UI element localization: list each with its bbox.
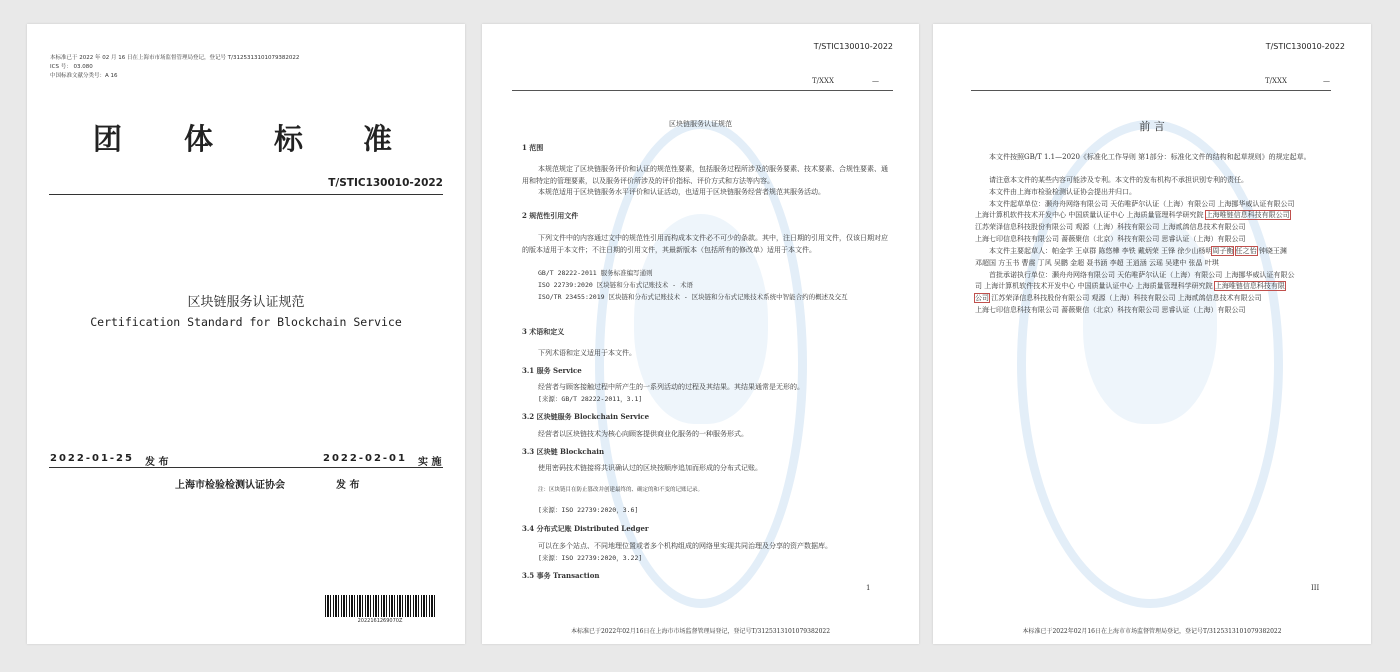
reference-3: ISO/TR 23455:2019 区块链和分布式记账技术 - 区块链和分布式记账技术系统中智能合约的概述及交互	[538, 293, 848, 301]
commitment-units-line-3	[975, 293, 1262, 304]
implement-date: 2022-02-01	[323, 453, 407, 464]
publish-date: 2022-01-25	[50, 453, 134, 464]
standard-code: T/STIC130010-2022	[328, 177, 443, 189]
header-code: T/STIC130010-2022	[1265, 42, 1345, 51]
header-code: T/STIC130010-2022	[813, 42, 893, 51]
term-3-3-definition: 使用密码技术链接将共识确认过的区块按顺序追加而形成的分布式记账。	[538, 464, 762, 472]
ics-number: ICS 号： 03.080	[50, 64, 93, 70]
content-page	[482, 24, 919, 644]
drafters-text: 本文件主要起草人：帕金学 王卓群 陈悠樺 李铁 戴炳荣 王锋 徐少山杨明	[989, 247, 1213, 255]
highlight-vechain-1: 上海唯链信息科技有限公司	[1205, 211, 1290, 219]
highlight-drafter-1: 周子衡	[1212, 247, 1234, 255]
term-3-1-definition: 经营者与顾客接触过程中所产生的一系列活动的过程及其结果。其结果通常是无形的。	[538, 383, 804, 391]
drafting-units-text: 上海计算机软件技术开发中心 中国质量认证中心 上海质量管理科学研究院	[975, 211, 1204, 219]
term-3-4-heading: 3.4 分布式记账 Distributed Ledger	[522, 524, 649, 533]
drafting-units-line-1: 本文件起草单位：灏舟舟网络有限公司 天佑唯萨尔认证（上海）有限公司 上海挪华威认证有限公司	[989, 200, 1295, 208]
header-rule	[971, 90, 1331, 91]
drafting-units-line-4: 上海七印信息科技有限公司 蔷薇聚信（北京）科技有限公司 思睿认证（上海）有限公司	[975, 235, 1246, 243]
highlight-drafter-2: 任之怡	[1235, 247, 1257, 255]
drafting-units-line-3: 江苏荣泽信息科技股份有限公司 观源（上海）科技有限公司 上海贰鸽信息技术有限公司	[975, 223, 1246, 231]
term-3-1-heading: 3.1 服务 Service	[522, 366, 582, 375]
header-char-1: 团	[93, 122, 123, 156]
title-english: Certification Standard for Blockchain Service	[90, 315, 402, 329]
commitment-text-post: 江苏荣泽信息科技股份有限公司 观源（上海）科技有限公司 上海贰鸽信息技术有限公司	[989, 294, 1262, 302]
commitment-units-line-2	[975, 281, 1285, 292]
foreword-heading: 前 言	[1139, 120, 1165, 133]
header-subcode: T/XXX	[812, 77, 834, 85]
title-chinese: 区块链服务认证规范	[187, 295, 305, 310]
foreword-page	[933, 24, 1371, 644]
term-3-3-note: 注：区块链目在防止篡改并创建最终的、确定的和不变的记账记录。	[538, 487, 704, 493]
section-1-paragraph-1: 本规范规定了区块链服务评价和认证的规范性要素，包括服务过程所涉及的服务要素、技术要素、合规性要素、通用和特定的管理要素，以及服务评价所涉及的评价指标、评价方式和方法等内容。	[522, 165, 888, 185]
implement-label: 实 施	[418, 457, 442, 468]
publisher-action: 发 布	[336, 480, 360, 491]
barcode-image	[325, 595, 435, 617]
section-1-heading: 1 范围	[522, 143, 544, 152]
section-1-paragraph-2: 本规范适用于区块链服务水平评价和认证活动，也适用于区块链服务经营者规范其服务活动。	[538, 188, 825, 196]
term-3-2-heading: 3.2 区块链服务 Blockchain Service	[522, 412, 650, 421]
publish-label: 发 布	[145, 457, 169, 468]
registration-line: 本标准已于 2022 年 02 月 16 日在上海市市场监督管理局登记，登记号 T/3125313101079382022	[50, 55, 300, 61]
reference-1: GB/T 28222-2011 服务标准编写通则	[538, 269, 653, 277]
header-rule	[512, 90, 893, 91]
term-3-4-definition: 可以在多个站点、不同地理位置或者多个机构组成的网络里实现共同治理及分享的资产数据库。	[538, 542, 832, 550]
header-char-4: 准	[363, 122, 393, 156]
term-3-2-definition: 经营者以区块链技术为核心向顾客提供商业化服务的一种服务形式。	[538, 430, 748, 438]
header-subdash: —	[872, 77, 879, 85]
header-char-2: 体	[184, 122, 214, 156]
reference-2: ISO 22739:2020 区块链和分布式记账技术 - 术语	[538, 281, 693, 289]
section-3-intro: 下列术语和定义适用于本文件。	[538, 349, 636, 357]
publisher-name: 上海市检验检测认证协会	[175, 480, 285, 491]
cover-divider-top	[49, 194, 443, 195]
section-2-heading: 2 规范性引用文件	[522, 211, 579, 220]
term-3-5-heading: 3.5 事务 Transaction	[522, 571, 600, 580]
commitment-units-line-1: 首批承诺执行单位：灏舟舟网络有限公司 天佑唯萨尔认证（上海）有限公司 上海挪华威认证有限公	[989, 271, 1295, 279]
cover-page	[27, 24, 465, 644]
commitment-text: 司 上海计算机软件技术开发中心 中国质量认证中心 上海质量管理科学研究院	[975, 282, 1213, 290]
drafters-line-2: 邓超国 方玉书 曹震 丁风 吴鹏 金超 聂书涵 李超 王逍涵 云瑶 吴建中 张晶 叶琪	[975, 259, 1219, 267]
term-3-3-heading: 3.3 区块链 Blockchain	[522, 447, 605, 456]
commitment-units-line-4: 上海七印信息科技有限公司 蔷薇聚信（北京）科技有限公司 思睿认证（上海）有限公司	[975, 306, 1246, 314]
page-footer: 本标准已于2022年02月16日在上海市市场监督管理局登记，登记号T/3125313101079382022	[1022, 628, 1282, 635]
term-3-3-source: [来源：ISO 22739:2020，3.6]	[538, 506, 639, 514]
foreword-paragraph-1: 本文件按照GB/T 1.1—2020《标准化工作导则 第1部分：标准化文件的结构和起草规则》的规定起草。	[989, 153, 1311, 161]
page-number: 1	[866, 584, 871, 592]
drafting-units-line-2	[975, 210, 1290, 221]
term-3-1-source: [来源：GB/T 28222-2011，3.1]	[538, 395, 643, 403]
foreword-paragraph-3: 本文件由上海市检验检测认证协会提出并归口。	[989, 188, 1136, 196]
drafters-line-1	[989, 246, 1287, 257]
highlight-vechain-2: 上海唯链信息科技有限	[1214, 282, 1285, 290]
cover-divider-bottom	[49, 467, 443, 468]
barcode-number: 2022161269070Z	[357, 618, 403, 624]
term-3-4-source: [来源：ISO 22739:2020，3.22]	[538, 554, 643, 562]
header-char-3: 标	[274, 122, 304, 156]
header-subdash: —	[1323, 77, 1330, 85]
page-footer: 本标准已于2022年02月16日在上海市市场监督管理局登记，登记号T/3125313101079382022	[570, 628, 831, 635]
document-title: 区块链服务认证规范	[669, 120, 732, 128]
header-subcode: T/XXX	[1265, 77, 1287, 85]
drafters-text-post: 钟晓王渊	[1258, 247, 1287, 255]
highlight-vechain-3: 公司	[975, 294, 989, 302]
page-number: III	[1311, 584, 1320, 592]
foreword-paragraph-2: 请注意本文件的某些内容可能涉及专利。本文件的发布机构不承担识别专利的责任。	[989, 176, 1248, 184]
section-2-paragraph: 下列文件中的内容通过文中的规范性引用而构成本文件必不可少的条款。其中，注日期的引用文件，仅该日期对应的版本适用于本文件；不注日期的引用文件，其最新版本（包括所有的修改单）适用于本文件。	[522, 234, 888, 254]
classification-number: 中国标准文献分类号：A 16	[50, 73, 118, 79]
section-3-heading: 3 术语和定义	[522, 327, 565, 336]
